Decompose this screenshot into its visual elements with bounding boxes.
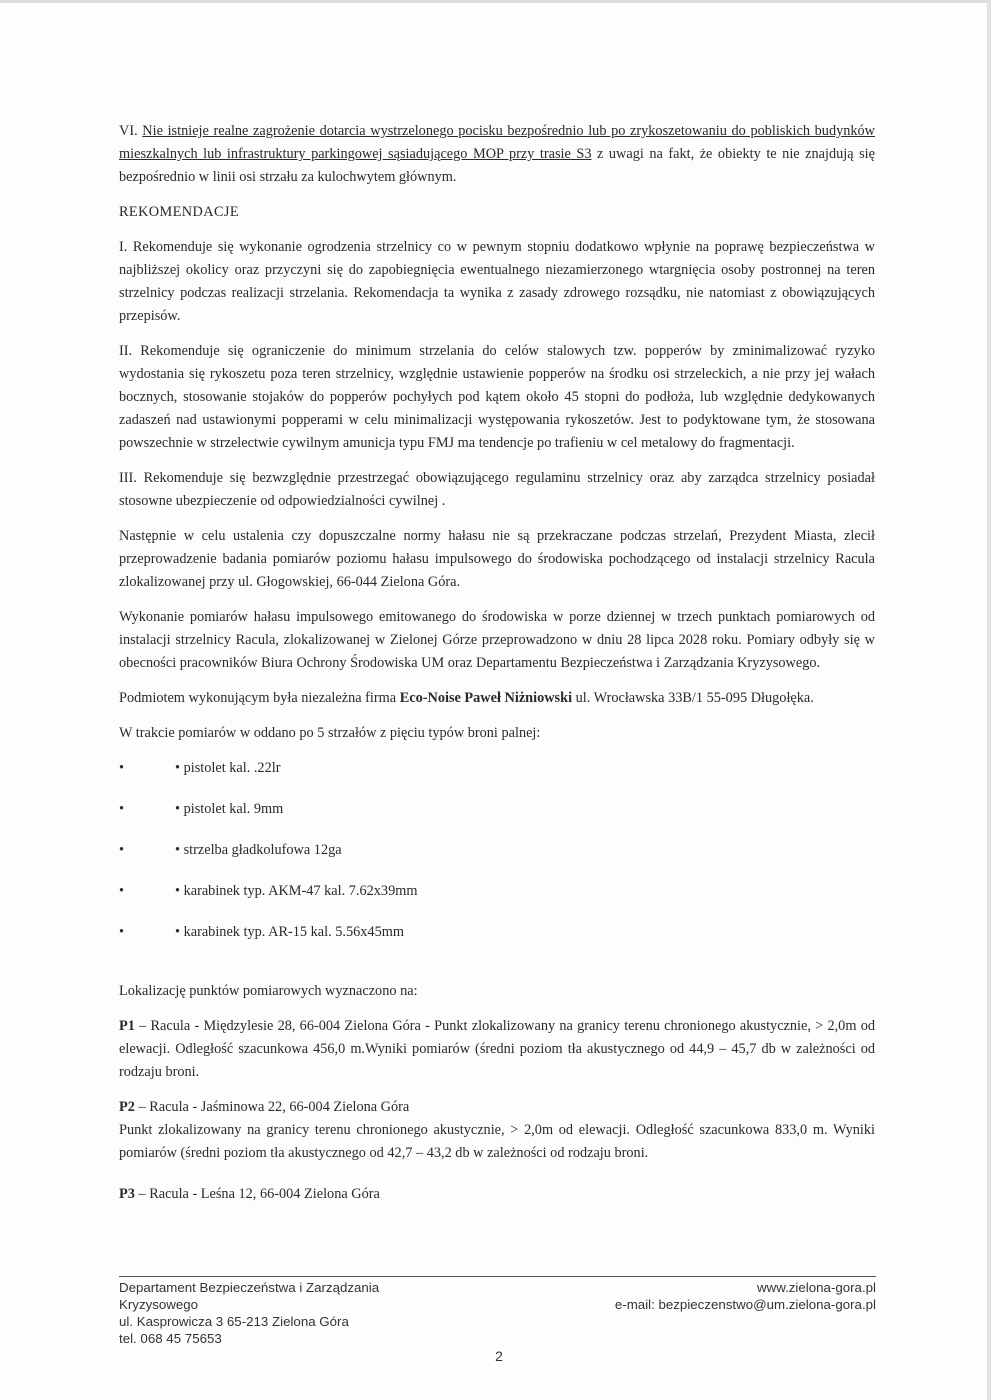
paragraph-next: Następnie w celu ustalenia czy dopuszczalne normy hałasu nie są przekraczane podczas strzelań, Prezydent Miasta, zlecił przeprowadzenie badania pomiarów poziomu hałasu impulsowego do środowiska pochodzącego od instalacji strzelnicy Racula zlokalizowanej przy ul. Głogowskiej, 66-044 Zielona Góra. — [119, 528, 875, 590]
list-item — [119, 757, 875, 798]
footer-phone: tel. 068 45 75653 — [119, 1331, 222, 1346]
footer-email-link[interactable]: e-mail: bezpieczenstwo@um.zielona-gora.pl — [614, 1297, 876, 1312]
point-p2-line1: – Racula - Jaśminowa 22, 66-004 Zielona Góra — [134, 1099, 410, 1115]
bullet-icon: • — [119, 760, 125, 776]
document-body — [119, 120, 875, 1218]
paragraph-vi-prefix: VI. — [119, 123, 143, 139]
point-p3-text: – Racula - Leśna 12, 66-004 Zielona Góra — [134, 1186, 380, 1202]
spacer — [119, 972, 875, 980]
list-item — [119, 921, 875, 962]
recommendation-2: II. Rekomenduje się ograniczenie do minimum strzelania do celów stalowych tzw. popperów by zminimalizować ryzyko wydostania się rykoszetu poza teren strzelnicy, względnie ustawienie popperów na środku osi strzeleckich, a nie przy jej wałach bocznych, stosowanie stojaków do popperów pochyłych pod kątem około 45 stopni do podłoża, lub względnie dedykowanych zadaszeń nad ustawionymi popperami w celu minimalizacji występowania rykoszetów. Jest to podyktowane tym, że stosowana powszechnie w strzelectwie cywilnym amunicja typu FMJ ma tendencje po trafieniu w cel metalowy do fragmentacji. — [119, 343, 875, 451]
weapon-label: • pistolet kal. 9mm — [175, 801, 284, 817]
footer-address: ul. Kasprowicza 3 65-213 Zielona Góra — [119, 1314, 349, 1329]
footer-address-block — [119, 1279, 459, 1347]
footer-dept-line2: Kryzysowego — [119, 1297, 199, 1312]
footer-website-link[interactable]: www.zielona-gora.pl — [757, 1280, 876, 1295]
point-p2 — [119, 1096, 875, 1165]
paragraph-measurement: Wykonanie pomiarów hałasu impulsowego emitowanego do środowiska w porze dziennej w trzech punktach pomiarowych od instalacji strzelnicy Racula, zlokalizowanej w Zielonej Górze przeprowadzono w dniu 28 lipca 2028 roku. Pomiary odbyły się w obecności pracowników Biura Ochrony Środowiska UM oraz Departamentu Bezpieczeństwa i Zarządzania Kryzysowego. — [119, 609, 875, 671]
bullet-icon: • — [119, 801, 125, 817]
footer-divider — [119, 1276, 876, 1277]
point-p1 — [119, 1015, 875, 1084]
paragraph-firm — [119, 687, 875, 710]
recommendation-1: I. Rekomenduje się wykonanie ogrodzenia strzelnicy co w pewnym stopniu dodatkowo wpłynie na poprawę bezpieczeństwa w najbliższej okolicy oraz przyczyni się do zapobiegnięcia ewentualnego niezamierzonego wtargnięcia osoby postronnej na teren strzelnicy podczas realizacji strzelania. Rekomendacja ta wynika z zasady zdrowego rozsądku, nie natomiast z obowiązujących przepisów. — [119, 239, 875, 324]
point-p2-line2: Punkt zlokalizowany na granicy terenu chronionego akustycznie, > 2,0m od elewacji. Odległość szacunkowa 833,0 m. Wyniki pomiarów (średni poziom tła akustycznego od 42,7 – 43,2 db w zależności od rodzaju broni. — [119, 1122, 875, 1161]
bullet-icon: • — [119, 842, 125, 858]
paragraph-locations: Lokalizację punktów pomiarowych wyznaczono na: — [119, 983, 418, 999]
firm-suffix: ul. Wrocławska 33B/1 55-095 Długołęka. — [572, 690, 814, 706]
point-p1-text: – Racula - Międzylesie 28, 66-004 Zielona Góra - Punkt zlokalizowany na granicy terenu chronionego akustycznie, > 2,0m od elewacji. Odległość szacunkowa 456,0 m.Wyniki pomiarów (średni poziom tła akustycznego od 44,9 – 45,7 db w zależności od rodzaju broni. — [119, 1018, 875, 1080]
weapon-label: • karabinek typ. AR-15 kal. 5.56x45mm — [175, 924, 404, 940]
firm-prefix: Podmiotem wykonującym była niezależna firma — [119, 690, 400, 706]
scan-edge-top — [0, 0, 991, 3]
page-number: 2 — [495, 1348, 503, 1364]
weapon-label: • karabinek typ. AKM-47 kal. 7.62x39mm — [175, 883, 418, 899]
paragraph-vi — [119, 120, 875, 189]
footer-contact-block — [516, 1279, 876, 1313]
list-item — [119, 798, 875, 839]
paragraph-vi-rest: z uwagi na fakt, że obiekty te nie znajdują się bezpośrednio w linii osi strzału za kulochwytem głównym. — [119, 146, 875, 185]
weapon-label: • strzelba gładkolufowa 12ga — [175, 842, 342, 858]
section-heading: REKOMENDACJE — [119, 204, 239, 220]
list-item — [119, 880, 875, 921]
point-p3 — [119, 1183, 875, 1206]
recommendation-3: III. Rekomenduje się bezwzględnie przestrzegać obowiązującego regulaminu strzelnicy oraz aby zarządca strzelnicy posiadał stosowne ubezpieczenie od odpowiedzialności cywilnej . — [119, 470, 875, 509]
paragraph-shots: W trakcie pomiarów w oddano po 5 strzałów z pięciu typów broni palnej: — [119, 725, 541, 741]
paragraph-vi-underlined: Nie istnieje realne zagrożenie dotarcia wystrzelonego pocisku bezpośrednio lub po zrykoszetowaniu do pobliskich budynków mieszkalnych lub infrastruktury parkingowej sąsiadującego MOP przy trasie S3 — [119, 123, 876, 162]
firm-name: Eco-Noise Paweł Niżniowski — [399, 690, 573, 706]
footer-dept-line1: Departament Bezpieczeństwa i Zarządzania — [119, 1280, 380, 1295]
weapons-list — [119, 757, 875, 962]
scan-edge-right — [987, 0, 991, 1400]
list-item — [119, 839, 875, 880]
point-p2-label: P2 — [119, 1099, 135, 1115]
point-p1-label: P1 — [119, 1018, 135, 1034]
weapon-label: • pistolet kal. .22lr — [175, 760, 281, 776]
bullet-icon: • — [119, 924, 125, 940]
point-p3-label: P3 — [119, 1186, 135, 1202]
bullet-icon: • — [119, 883, 125, 899]
